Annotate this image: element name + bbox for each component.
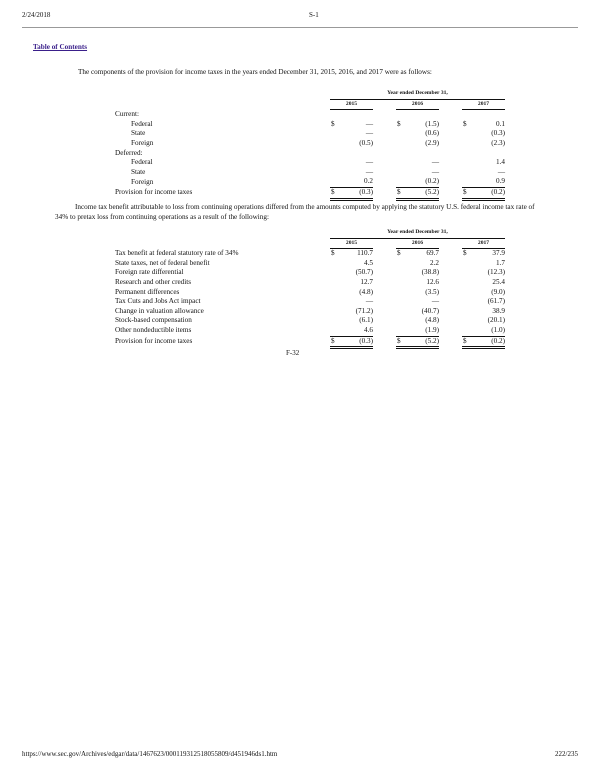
reconciliation-paragraph: Income tax benefit attributable to loss from continuing operations differed from the amounts computed by applying the statutory U.S. federal income tax rate of 34% to pretax loss from continuing operations as a result of the following: xyxy=(55,203,535,221)
currency-symbol xyxy=(462,177,473,187)
currency-symbol: $ xyxy=(397,119,401,128)
currency-symbol: $ xyxy=(397,249,401,258)
currency-symbol xyxy=(396,129,407,139)
currency-symbol: $ xyxy=(463,249,467,258)
cell-value: (3.5) xyxy=(425,287,439,296)
year-group-header: Year ended December 31, xyxy=(330,228,505,238)
table-row xyxy=(115,177,505,187)
currency-symbol xyxy=(330,158,341,168)
print-header xyxy=(22,11,578,23)
cell-value: (2.3) xyxy=(491,138,505,147)
cell-value: (1.0) xyxy=(473,326,505,336)
cell-value: — xyxy=(365,129,373,138)
row-label: Foreign xyxy=(131,177,154,186)
row-label: Provision for income taxes xyxy=(115,188,193,197)
cell-value: (5.2) xyxy=(407,187,439,199)
currency-symbol xyxy=(330,297,341,307)
currency-symbol xyxy=(330,110,341,120)
cell-value: (40.7) xyxy=(421,306,439,315)
currency-symbol xyxy=(396,278,407,288)
currency-symbol xyxy=(396,259,407,269)
row-label: Current: xyxy=(115,109,139,118)
currency-symbol: $ xyxy=(330,187,341,199)
year-header: 2017 xyxy=(462,238,505,249)
cell-value: (1.5) xyxy=(425,119,439,128)
table-row xyxy=(115,259,505,269)
cell-value: (0.2) xyxy=(407,177,439,187)
table-row xyxy=(115,168,505,178)
year-header: 2015 xyxy=(330,238,373,249)
cell-value xyxy=(341,110,373,120)
print-date: 2/24/2018 xyxy=(22,11,51,19)
table-row xyxy=(115,110,505,120)
table-year-header-row xyxy=(115,99,505,110)
currency-symbol xyxy=(462,297,473,307)
cell-value: (20.1) xyxy=(487,316,505,325)
currency-symbol xyxy=(396,110,407,120)
table-row xyxy=(115,288,505,298)
row-label: Federal xyxy=(131,119,153,128)
currency-symbol xyxy=(462,149,473,159)
currency-symbol xyxy=(462,288,473,298)
currency-symbol xyxy=(462,316,473,326)
table-row xyxy=(115,307,505,317)
currency-symbol: $ xyxy=(331,119,335,128)
currency-symbol xyxy=(396,268,407,278)
currency-symbol xyxy=(462,139,473,149)
row-label: Permanent differences xyxy=(115,287,180,296)
cell-value: — xyxy=(365,297,373,306)
cell-value: 12.7 xyxy=(360,277,373,286)
cell-value: (50.7) xyxy=(355,268,373,277)
currency-symbol xyxy=(396,297,407,307)
currency-symbol xyxy=(396,316,407,326)
currency-symbol xyxy=(330,316,341,326)
currency-symbol xyxy=(462,259,473,269)
cell-value: — xyxy=(431,167,439,176)
currency-symbol xyxy=(330,326,341,336)
cell-value: 25.4 xyxy=(492,277,505,286)
currency-symbol xyxy=(462,326,473,336)
table-group-header-row xyxy=(115,228,505,238)
row-label: Research and other credits xyxy=(115,277,192,286)
row-label: State xyxy=(131,129,146,138)
cell-value: 38.9 xyxy=(492,306,505,315)
header-divider xyxy=(22,27,578,28)
cell-value xyxy=(407,110,439,120)
currency-symbol xyxy=(462,168,473,178)
cell-value: 4.6 xyxy=(341,326,373,336)
table-row xyxy=(115,278,505,288)
footer-page-count: 222/235 xyxy=(555,750,578,758)
currency-symbol xyxy=(396,168,407,178)
currency-symbol xyxy=(330,278,341,288)
row-label: Federal xyxy=(131,158,153,167)
currency-symbol xyxy=(330,168,341,178)
currency-symbol xyxy=(330,177,341,187)
currency-symbol xyxy=(330,259,341,269)
currency-symbol xyxy=(396,326,407,336)
currency-symbol xyxy=(462,129,473,139)
year-group-header: Year ended December 31, xyxy=(330,89,505,99)
table-row xyxy=(115,316,505,326)
row-label: Foreign rate differential xyxy=(115,268,184,277)
row-label: Tax benefit at federal statutory rate of 34% xyxy=(115,248,239,257)
print-title: S-1 xyxy=(309,11,319,19)
row-label: Tax Cuts and Jobs Act impact xyxy=(115,297,201,306)
cell-value: (9.0) xyxy=(491,287,505,296)
table-row xyxy=(115,149,505,159)
cell-value: — xyxy=(431,158,439,167)
cell-value: 110.7 xyxy=(357,249,373,258)
row-label: Foreign xyxy=(131,138,154,147)
currency-symbol xyxy=(462,278,473,288)
currency-symbol: $ xyxy=(462,336,473,348)
table-row xyxy=(115,249,505,259)
footer-url: https://www.sec.gov/Archives/edgar/data/1467623/000119312518055809/d451946ds1.htm xyxy=(22,750,278,758)
currency-symbol xyxy=(330,288,341,298)
cell-value: 37.9 xyxy=(492,249,505,258)
cell-value: (12.3) xyxy=(487,268,505,277)
table-group-header-row xyxy=(115,89,505,99)
currency-symbol xyxy=(396,139,407,149)
row-label: Other nondeductible items xyxy=(115,326,192,335)
currency-symbol xyxy=(396,177,407,187)
table-row xyxy=(115,336,505,348)
cell-value: — xyxy=(497,167,505,176)
year-header: 2016 xyxy=(396,99,439,110)
cell-value: (2.9) xyxy=(425,138,439,147)
cell-value: (0.6) xyxy=(425,129,439,138)
table-row xyxy=(115,120,505,130)
table-row xyxy=(115,139,505,149)
cell-value xyxy=(473,149,505,159)
cell-value: (0.3) xyxy=(341,187,373,199)
currency-symbol xyxy=(462,110,473,120)
cell-value: (0.5) xyxy=(359,138,373,147)
cell-value: 0.2 xyxy=(341,177,373,187)
row-label: Provision for income taxes xyxy=(115,337,193,346)
cell-value: 4.5 xyxy=(364,258,373,267)
cell-value: (38.8) xyxy=(421,268,439,277)
currency-symbol: $ xyxy=(330,336,341,348)
table-row xyxy=(115,326,505,336)
row-label: Deferred: xyxy=(115,148,143,157)
currency-symbol: $ xyxy=(396,187,407,199)
currency-symbol: $ xyxy=(463,119,467,128)
currency-symbol xyxy=(330,307,341,317)
currency-symbol xyxy=(330,268,341,278)
table-row xyxy=(115,129,505,139)
currency-symbol: $ xyxy=(462,187,473,199)
table-row xyxy=(115,158,505,168)
cell-value: (1.9) xyxy=(407,326,439,336)
table-row xyxy=(115,268,505,278)
year-header: 2017 xyxy=(462,99,505,110)
currency-symbol xyxy=(462,158,473,168)
page-number: F-32 xyxy=(286,349,300,357)
cell-value: (0.2) xyxy=(473,336,505,348)
row-label: Stock-based compensation xyxy=(115,316,192,325)
cell-value: 0.9 xyxy=(473,177,505,187)
table-row xyxy=(115,297,505,307)
cell-value: — xyxy=(365,167,373,176)
cell-value: (61.7) xyxy=(487,297,505,306)
year-header: 2015 xyxy=(330,99,373,110)
cell-value xyxy=(407,149,439,159)
cell-value: (0.3) xyxy=(341,336,373,348)
cell-value: (4.8) xyxy=(359,287,373,296)
currency-symbol xyxy=(462,307,473,317)
cell-value: (0.2) xyxy=(473,187,505,199)
currency-symbol xyxy=(330,139,341,149)
table-row xyxy=(115,187,505,199)
row-label: State xyxy=(131,167,146,176)
cell-value: 69.7 xyxy=(426,249,439,258)
tax-rate-reconciliation-table xyxy=(115,228,505,349)
cell-value: (4.8) xyxy=(425,316,439,325)
cell-value: 2.2 xyxy=(430,258,439,267)
cell-value: 1.4 xyxy=(496,158,505,167)
row-label: Change in valuation allowance xyxy=(115,306,204,315)
cell-value: — xyxy=(431,297,439,306)
table-year-header-row xyxy=(115,238,505,249)
income-tax-provision-table xyxy=(115,89,505,201)
currency-symbol xyxy=(330,129,341,139)
cell-value xyxy=(341,149,373,159)
cell-value xyxy=(473,110,505,120)
table-of-contents-link[interactable]: Table of Contents xyxy=(33,43,88,51)
year-header: 2016 xyxy=(396,238,439,249)
currency-symbol: $ xyxy=(331,249,335,258)
cell-value: (71.2) xyxy=(355,306,373,315)
cell-value: — xyxy=(365,119,373,128)
cell-value: 1.7 xyxy=(496,258,505,267)
cell-value: 0.1 xyxy=(496,119,505,128)
currency-symbol xyxy=(330,149,341,159)
row-label: State taxes, net of federal benefit xyxy=(115,258,210,267)
currency-symbol xyxy=(396,149,407,159)
currency-symbol: $ xyxy=(396,336,407,348)
intro-paragraph: The components of the provision for income taxes in the years ended December 31, 2015, 2016, and 2017 were as follows: xyxy=(78,68,432,76)
cell-value: (6.1) xyxy=(359,316,373,325)
cell-value: (5.2) xyxy=(407,336,439,348)
cell-value: (0.3) xyxy=(491,129,505,138)
currency-symbol xyxy=(396,158,407,168)
currency-symbol xyxy=(396,288,407,298)
currency-symbol xyxy=(462,268,473,278)
cell-value: — xyxy=(365,158,373,167)
currency-symbol xyxy=(396,307,407,317)
cell-value: 12.6 xyxy=(426,277,439,286)
